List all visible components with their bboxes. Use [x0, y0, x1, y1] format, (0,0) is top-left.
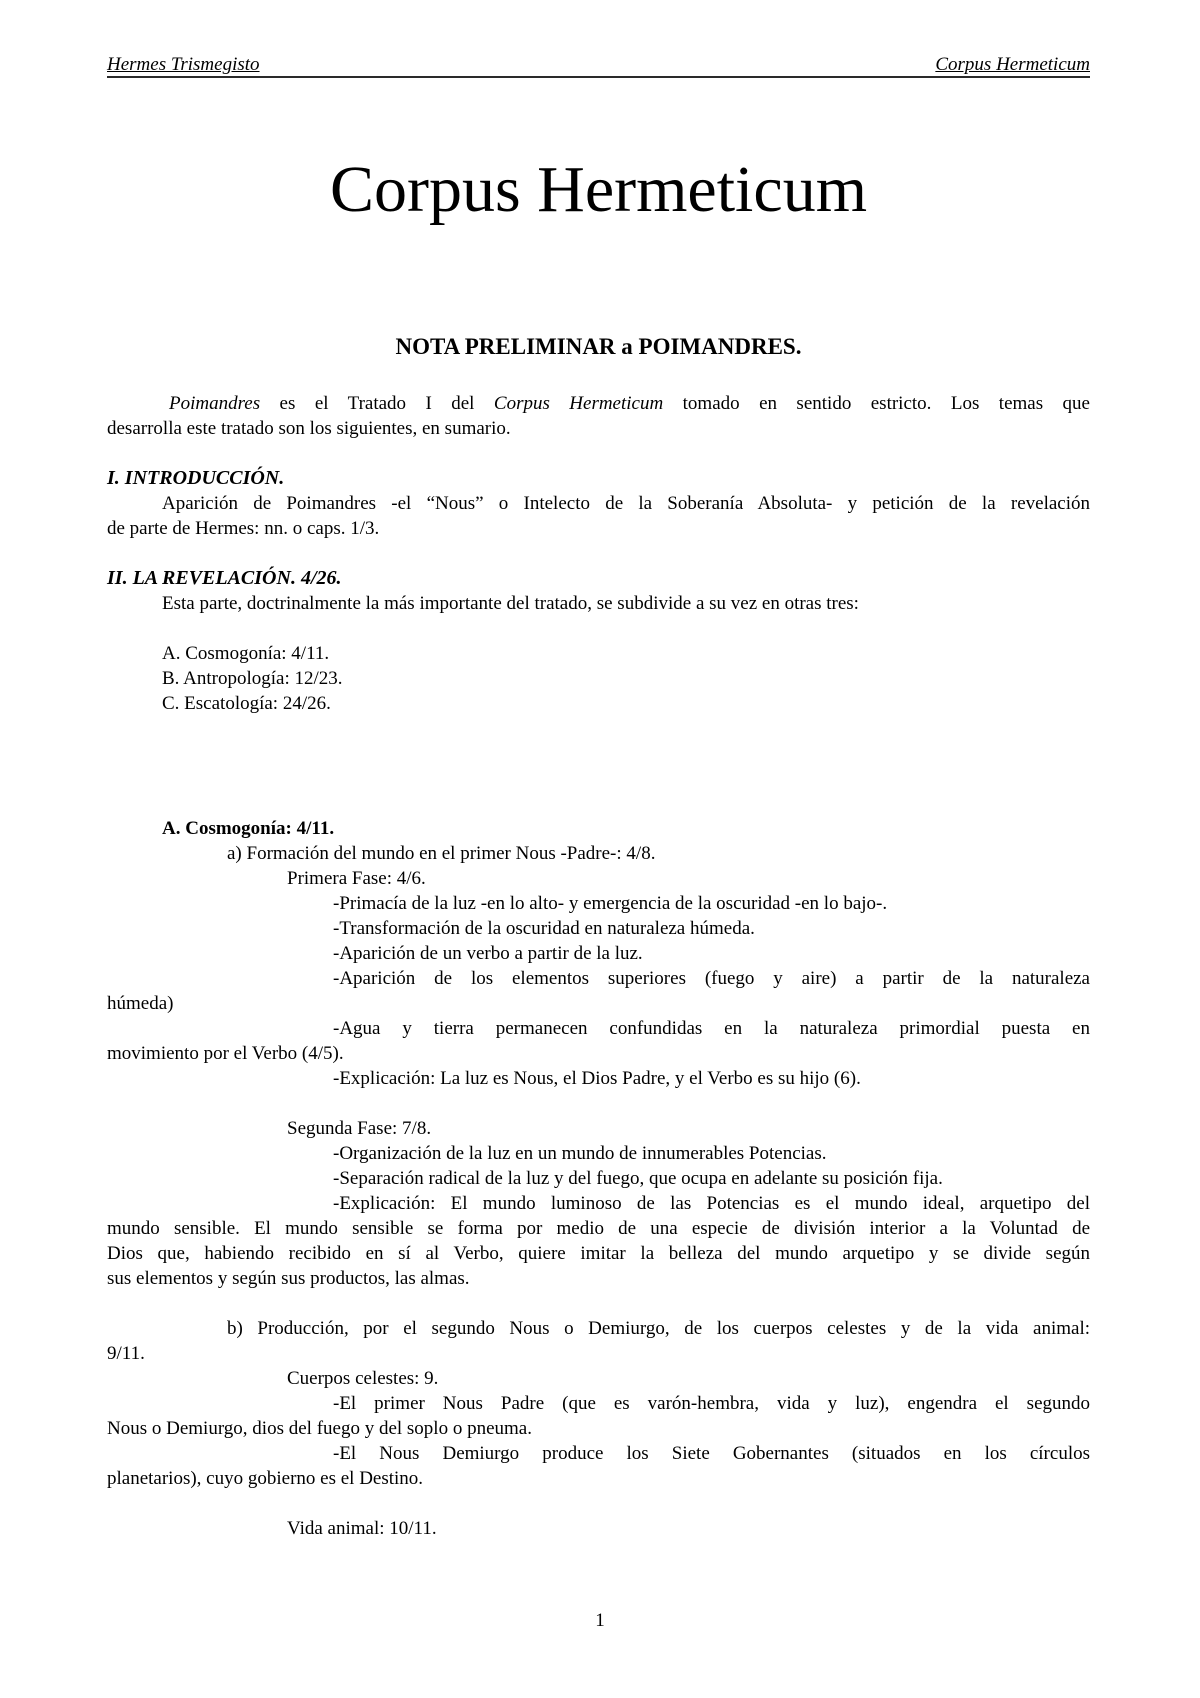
intro-italic-poimandres: Poimandres [169, 393, 261, 414]
doc-line: Esta parte, doctrinalmente la más importante del tratado, se subdivide a su vez en otras tres: [162, 593, 859, 614]
intro-line-2: desarrolla este tratado son los siguientes, en sumario. [107, 418, 511, 439]
doc-line: -Aparición de un verbo a partir de la luz. [333, 943, 643, 964]
intro-italic-corpus: Corpus Hermeticum [493, 393, 664, 414]
doc-line: Vida animal: 10/11. [287, 1518, 437, 1539]
header-right-title: Corpus Hermeticum [935, 54, 1090, 75]
doc-line: -Separación radical de la luz y del fuego, que ocupa en adelante su posición fija. [333, 1168, 943, 1189]
doc-line: A. Cosmogonía: 4/11. [162, 818, 335, 839]
doc-line: Primera Fase: 4/6. [287, 868, 426, 889]
header-left-title: Hermes Trismegisto [107, 54, 260, 75]
document-title: Corpus Hermeticum [329, 153, 868, 226]
doc-line: húmeda) [107, 993, 174, 1014]
intro-text-1: es el Tratado I del [260, 393, 494, 414]
doc-line: C. Escatología: 24/26. [162, 693, 331, 714]
doc-line: -El Nous Demiurgo produce los Siete Gobernantes (situados en los círculos [333, 1443, 1090, 1464]
doc-line: II. LA REVELACIÓN. 4/26. [107, 567, 342, 589]
doc-line: mundo sensible. El mundo sensible se forma por medio de una especie de división interior a la Voluntad de [107, 1218, 1090, 1239]
doc-line: a) Formación del mundo en el primer Nous -Padre-: 4/8. [227, 843, 656, 864]
doc-line: sus elementos y según sus productos, las almas. [107, 1268, 470, 1289]
doc-line: Aparición de Poimandres -el “Nous” o Intelecto de la Soberanía Absoluta- y petición de la revelación [162, 493, 1090, 514]
intro-text-2: tomado en sentido estricto. Los temas que [663, 393, 1090, 414]
doc-line: Cuerpos celestes: 9. [287, 1368, 439, 1389]
intro-paragraph [107, 391, 1090, 441]
doc-line: Segunda Fase: 7/8. [287, 1118, 432, 1139]
doc-line: A. Cosmogonía: 4/11. [162, 643, 330, 664]
doc-line: b) Producción, por el segundo Nous o Demiurgo, de los cuerpos celestes y de la vida animal: [227, 1318, 1090, 1339]
doc-line: 9/11. [107, 1343, 145, 1364]
page-number: 1 [595, 1610, 605, 1631]
doc-line: -Primacía de la luz -en lo alto- y emergencia de la oscuridad -en lo bajo-. [333, 893, 888, 914]
doc-line: -Aparición de los elementos superiores (fuego y aire) a partir de la naturaleza [333, 968, 1090, 989]
doc-line: B. Antropología: 12/23. [162, 668, 343, 689]
doc-line: -El primer Nous Padre (que es varón-hembra, vida y luz), engendra el segundo [333, 1393, 1090, 1414]
doc-line: -Transformación de la oscuridad en naturaleza húmeda. [333, 918, 755, 939]
doc-line: -Organización de la luz en un mundo de innumerables Potencias. [333, 1143, 827, 1164]
doc-line: -Agua y tierra permanecen confundidas en la naturaleza primordial puesta en [333, 1018, 1090, 1039]
doc-line: Nous o Demiurgo, dios del fuego y del soplo o pneuma. [107, 1418, 532, 1439]
page-header [107, 54, 1090, 78]
doc-line: I. INTRODUCCIÓN. [107, 467, 285, 489]
doc-lines [107, 466, 1090, 1541]
doc-line: planetarios), cuyo gobierno es el Destino. [107, 1468, 424, 1489]
doc-line: movimiento por el Verbo (4/5). [107, 1043, 344, 1064]
doc-line: de parte de Hermes: nn. o caps. 1/3. [107, 518, 380, 539]
section-heading-nota: NOTA PRELIMINAR a POIMANDRES. [395, 334, 802, 359]
intro-line-1 [107, 391, 1090, 416]
doc-line: -Explicación: La luz es Nous, el Dios Padre, y el Verbo es su hijo (6). [333, 1068, 861, 1089]
doc-line: Dios que, habiendo recibido en sí al Verbo, quiere imitar la belleza del mundo arquetipo y se divide según [107, 1243, 1090, 1264]
doc-line: -Explicación: El mundo luminoso de las Potencias es el mundo ideal, arquetipo del [333, 1193, 1090, 1214]
